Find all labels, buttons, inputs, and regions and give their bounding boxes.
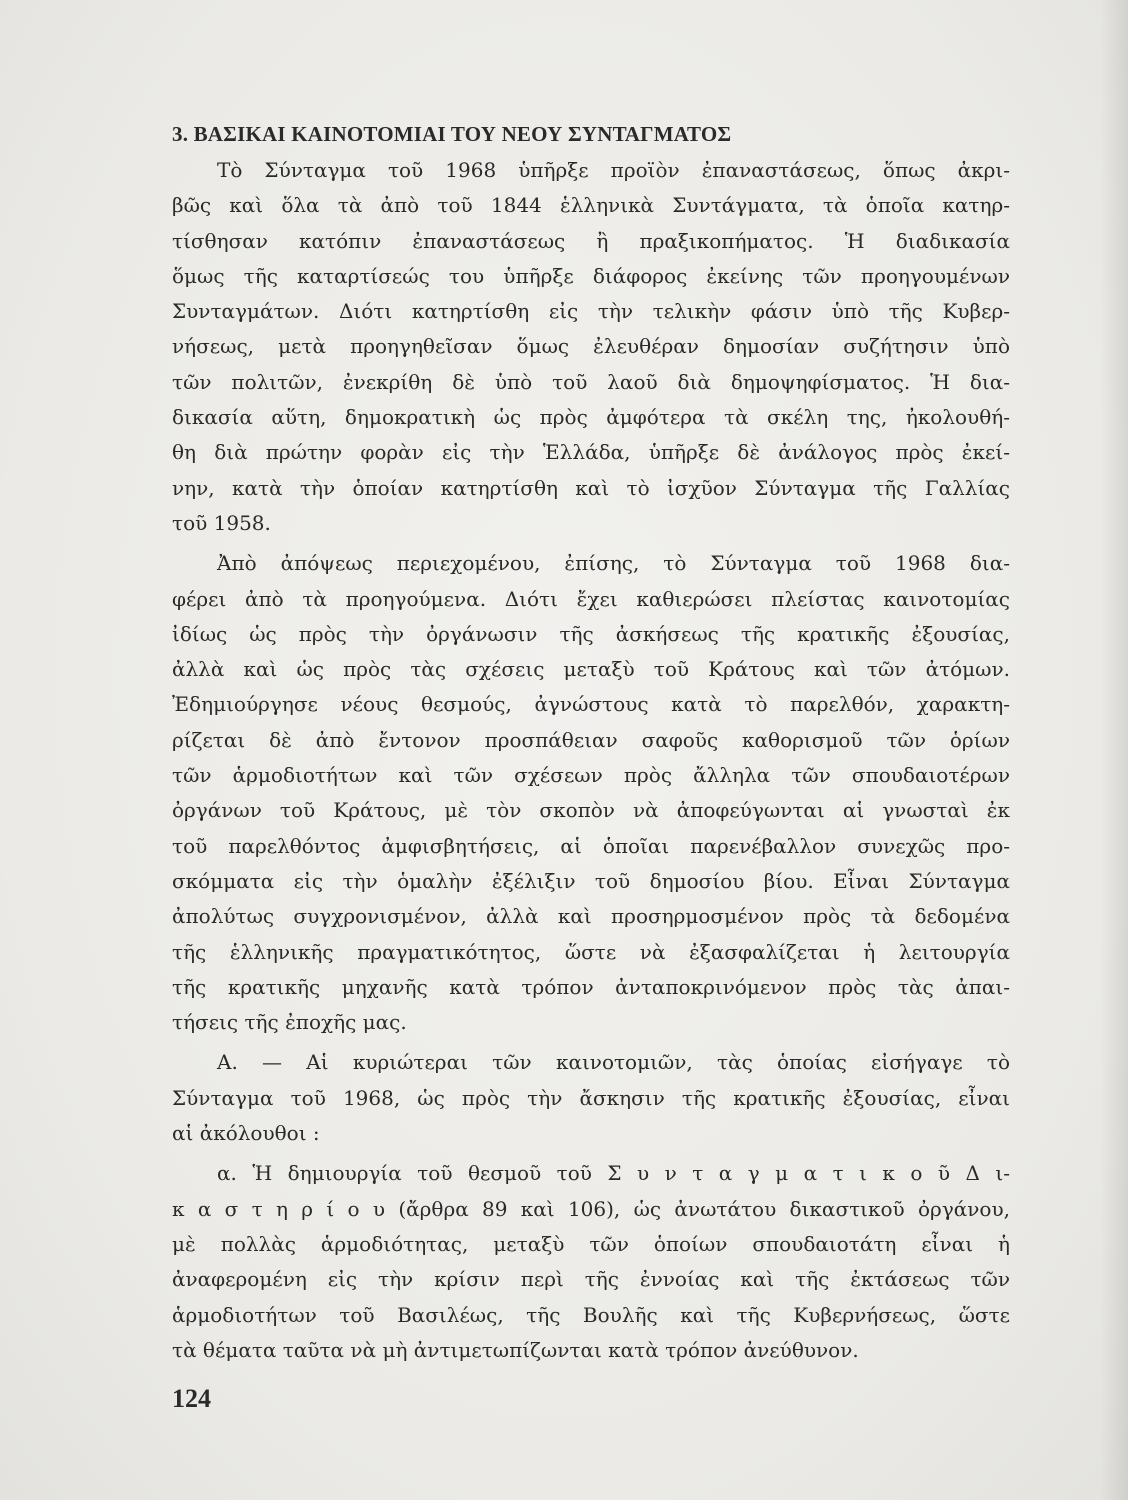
text-line: ἰδίως ὡς πρὸς τὴν ὀργάνωσιν τῆς ἀσκήσεως τῆς κρατικῆς ἐξουσίας, (172, 621, 1010, 646)
text-line: ἀναφερομένη εἰς τὴν κρίσιν περὶ τῆς ἐννοίας καὶ τῆς ἐκτάσεως τῶν (172, 1267, 1010, 1292)
text-line: τῆς κρατικῆς μηχανῆς κατὰ τρόπον ἀνταποκρινόμενον πρὸς τὰς ἀπαι- (172, 974, 1010, 999)
text-line: τῶν πολιτῶν, ἐνεκρίθη δὲ ὑπὸ τοῦ λαοῦ διὰ δημοψηφίσματος. Ἡ δια- (172, 369, 1010, 394)
text-line: α. Ἡ δημιουργία τοῦ θεσμοῦ τοῦ Σ υ ν τ α γ μ α τ ι κ ο ῦ Δ ι- (217, 1161, 1010, 1186)
text-line: ἀπολύτως συγχρονισμένον, ἀλλὰ καὶ προσηρμοσμένον πρὸς τὰ δεδομένα (172, 904, 1010, 929)
text-line: φέρει ἀπὸ τὰ προηγούμενα. Διότι ἔχει καθιερώσει πλείστας καινοτομίας (172, 586, 1010, 611)
text-line: θη διὰ πρώτην φορὰν εἰς τὴν Ἑλλάδα, ὑπῆρξε δὲ ἀνάλογος πρὸς ἐκεί- (172, 440, 1010, 465)
text-line: ὅμως τῆς καταρτίσεώς του ὑπῆρξε διάφορος ἐκείνης τῶν προηγουμένων (172, 263, 1010, 288)
text-line: σκόμματα εἰς τὴν ὁμαλὴν ἐξέλιξιν τοῦ δημοσίου βίου. Εἶναι Σύνταγμα (172, 868, 1010, 893)
text-line: Α. — Αἱ κυριώτεραι τῶν καινοτομιῶν, τὰς ὁποίας εἰσήγαγε τὸ (217, 1050, 1010, 1075)
text-line: τῶν ἁρμοδιοτήτων καὶ τῶν σχέσεων πρὸς ἄλληλα τῶν σπουδαιοτέρων (172, 763, 1010, 788)
text-line: αἱ ἀκόλουθοι : (172, 1121, 320, 1146)
paragraph-1 (172, 153, 1010, 541)
paragraph-2 (172, 546, 1010, 1040)
text-line: μὲ πολλὰς ἁρμοδιότητας, μεταξὺ τῶν ὁποίων σπουδαιοτάτη εἶναι ἡ (172, 1231, 1010, 1256)
text-line: ὀργάνων τοῦ Κράτους, μὲ τὸν σκοπὸν νὰ ἀποφεύγωνται αἱ γνωσταὶ ἐκ (172, 798, 1010, 823)
text-line: βῶς καὶ ὅλα τὰ ἀπὸ τοῦ 1844 ἑλληνικὰ Συντάγματα, τὰ ὁποῖα κατηρ- (172, 193, 1010, 218)
paragraph-4 (172, 1156, 1010, 1368)
text-line: τίσθησαν κατόπιν ἐπαναστάσεως ἢ πραξικοπήματος. Ἡ διαδικασία (172, 228, 1010, 253)
text-line: κ α σ τ η ρ ί ο υ (ἄρθρα 89 καὶ 106), ὡς ἀνωτάτου δικαστικοῦ ὀργάνου, (172, 1196, 1010, 1221)
paragraph-3 (172, 1045, 1010, 1151)
text-line: ρίζεται δὲ ἀπὸ ἔντονον προσπάθειαν σαφοῦς καθορισμοῦ τῶν ὁρίων (172, 727, 1010, 752)
text-line: Ἐδημιούργησε νέους θεσμούς, ἀγνώστους κατὰ τὸ παρελθόν, χαρακτη- (172, 692, 1010, 717)
text-line: δικασία αὕτη, δημοκρατικὴ ὡς πρὸς ἀμφότερα τὰ σκέλη της, ἠκολουθή- (172, 405, 1010, 430)
text-line: Συνταγμάτων. Διότι κατηρτίσθη εἰς τὴν τελικὴν φάσιν ὑπὸ τῆς Κυβερ- (172, 299, 1010, 324)
text-line: ἀλλὰ καὶ ὡς πρὸς τὰς σχέσεις μεταξὺ τοῦ Κράτους καὶ τῶν ἀτόμων. (172, 657, 1010, 682)
text-line: νην, κατὰ τὴν ὁποίαν κατηρτίσθη καὶ τὸ ἰσχῦον Σύνταγμα τῆς Γαλλίας (172, 475, 1010, 500)
text-line: τὰ θέματα ταῦτα νὰ μὴ ἀντιμετωπίζωνται κατὰ τρόπον ἀνεύθυνον. (172, 1337, 859, 1362)
text-line: Τὸ Σύνταγμα τοῦ 1968 ὑπῆρξε προϊὸν ἐπαναστάσεως, ὅπως ἀκρι- (217, 158, 1010, 182)
text-line: νήσεως, μετὰ προηγηθεῖσαν ὅμως ἐλευθέραν δημοσίαν συζήτησιν ὑπὸ (172, 334, 1010, 359)
text-line: τοῦ παρελθόντος ἀμφισβητήσεις, αἱ ὁποῖαι παρενέβαλλον συνεχῶς προ- (172, 833, 1010, 858)
text-line: τήσεις τῆς ἐποχῆς μας. (172, 1010, 407, 1035)
section-title: 3. ΒΑΣΙΚΑΙ ΚΑΙΝΟΤΟΜΙΑΙ ΤΟΥ ΝΕΟΥ ΣΥΝΤΑΓΜΑΤΟΣ (172, 122, 732, 146)
page-number: 124 (172, 1384, 211, 1413)
text-line: τοῦ 1958. (172, 510, 271, 535)
page-edge-shadow (1100, 0, 1128, 1500)
text-line: ἁρμοδιοτήτων τοῦ Βασιλέως, τῆς Βουλῆς καὶ τῆς Κυβερνήσεως, ὥστε (172, 1302, 1010, 1327)
text-line: τῆς ἑλληνικῆς πραγματικότητος, ὥστε νὰ ἐξασφαλίζεται ἡ λειτουργία (172, 939, 1010, 964)
text-line: Σύνταγμα τοῦ 1968, ὡς πρὸς τὴν ἄσκησιν τῆς κρατικῆς ἐξουσίας, εἶναι (172, 1085, 1010, 1110)
text-line: Ἀπὸ ἀπόψεως περιεχομένου, ἐπίσης, τὸ Σύνταγμα τοῦ 1968 δια- (217, 551, 1010, 576)
text-block (172, 122, 1010, 1373)
